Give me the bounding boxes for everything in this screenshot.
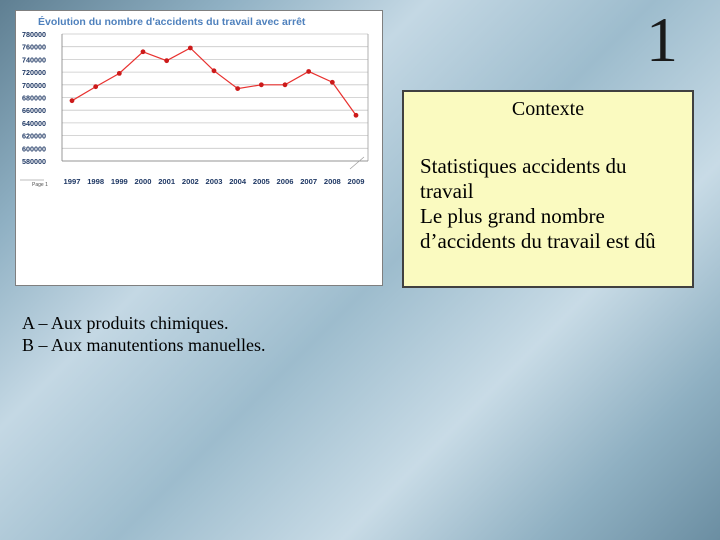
context-line: travail — [420, 179, 474, 203]
answer-options — [22, 312, 265, 356]
y-tick-label: 660000 — [22, 106, 46, 116]
chart-title: Évolution du nombre d'accidents du travail avec arrêt — [38, 16, 306, 28]
data-point — [117, 71, 122, 76]
context-box — [402, 90, 694, 288]
data-point — [306, 69, 311, 74]
data-point — [164, 58, 169, 63]
y-tick-label: 780000 — [22, 30, 46, 39]
x-tick-label: 2008 — [323, 177, 341, 186]
axis-break-mark — [350, 157, 364, 169]
x-tick-label: 2000 — [134, 177, 152, 186]
y-tick-label: 680000 — [22, 93, 46, 103]
x-tick-label: 1998 — [87, 177, 105, 186]
data-point — [70, 98, 75, 103]
data-point — [354, 113, 359, 118]
x-tick-label: 2005 — [252, 177, 270, 186]
y-tick-label: 580000 — [22, 157, 46, 166]
x-tick-label: 2006 — [276, 177, 294, 186]
context-line: d’accidents du travail est dû — [420, 229, 656, 253]
y-tick-label: 720000 — [22, 68, 46, 78]
x-tick-label: 1999 — [110, 177, 128, 186]
y-tick-label: 620000 — [22, 131, 46, 141]
data-point — [235, 86, 240, 91]
data-point — [330, 80, 335, 85]
context-title: Contexte — [511, 98, 585, 120]
y-tick-label: 640000 — [22, 118, 46, 128]
answer-option-b[interactable]: B – Aux manutentions manuelles. — [22, 335, 266, 355]
x-tick-label: 2003 — [205, 177, 223, 186]
x-tick-label: 2002 — [181, 177, 199, 186]
line-chart-svg — [16, 11, 384, 287]
series-line — [72, 48, 356, 115]
answer-option-a[interactable]: A – Aux produits chimiques. — [22, 313, 229, 333]
data-point — [259, 82, 264, 87]
chart-footer-label: Page 1 — [32, 182, 48, 188]
slide-number: 1 — [646, 4, 678, 75]
x-tick-label: 1997 — [63, 177, 81, 186]
data-point — [283, 82, 288, 87]
data-point — [141, 49, 146, 54]
x-tick-label: 2004 — [229, 177, 247, 186]
y-tick-label: 600000 — [22, 144, 46, 154]
y-tick-label: 760000 — [22, 42, 46, 52]
context-body — [420, 154, 692, 254]
data-point — [93, 84, 98, 89]
y-tick-label: 700000 — [22, 80, 46, 90]
data-point — [188, 46, 193, 51]
x-tick-label: 2001 — [158, 177, 176, 186]
context-line: Le plus grand nombre — [420, 204, 605, 228]
x-tick-label: 2007 — [300, 177, 318, 186]
data-point — [212, 68, 217, 73]
accidents-chart — [15, 10, 383, 286]
context-line: Statistiques accidents du — [420, 154, 627, 178]
y-tick-label: 740000 — [22, 55, 46, 65]
x-tick-label: 2009 — [347, 177, 365, 186]
